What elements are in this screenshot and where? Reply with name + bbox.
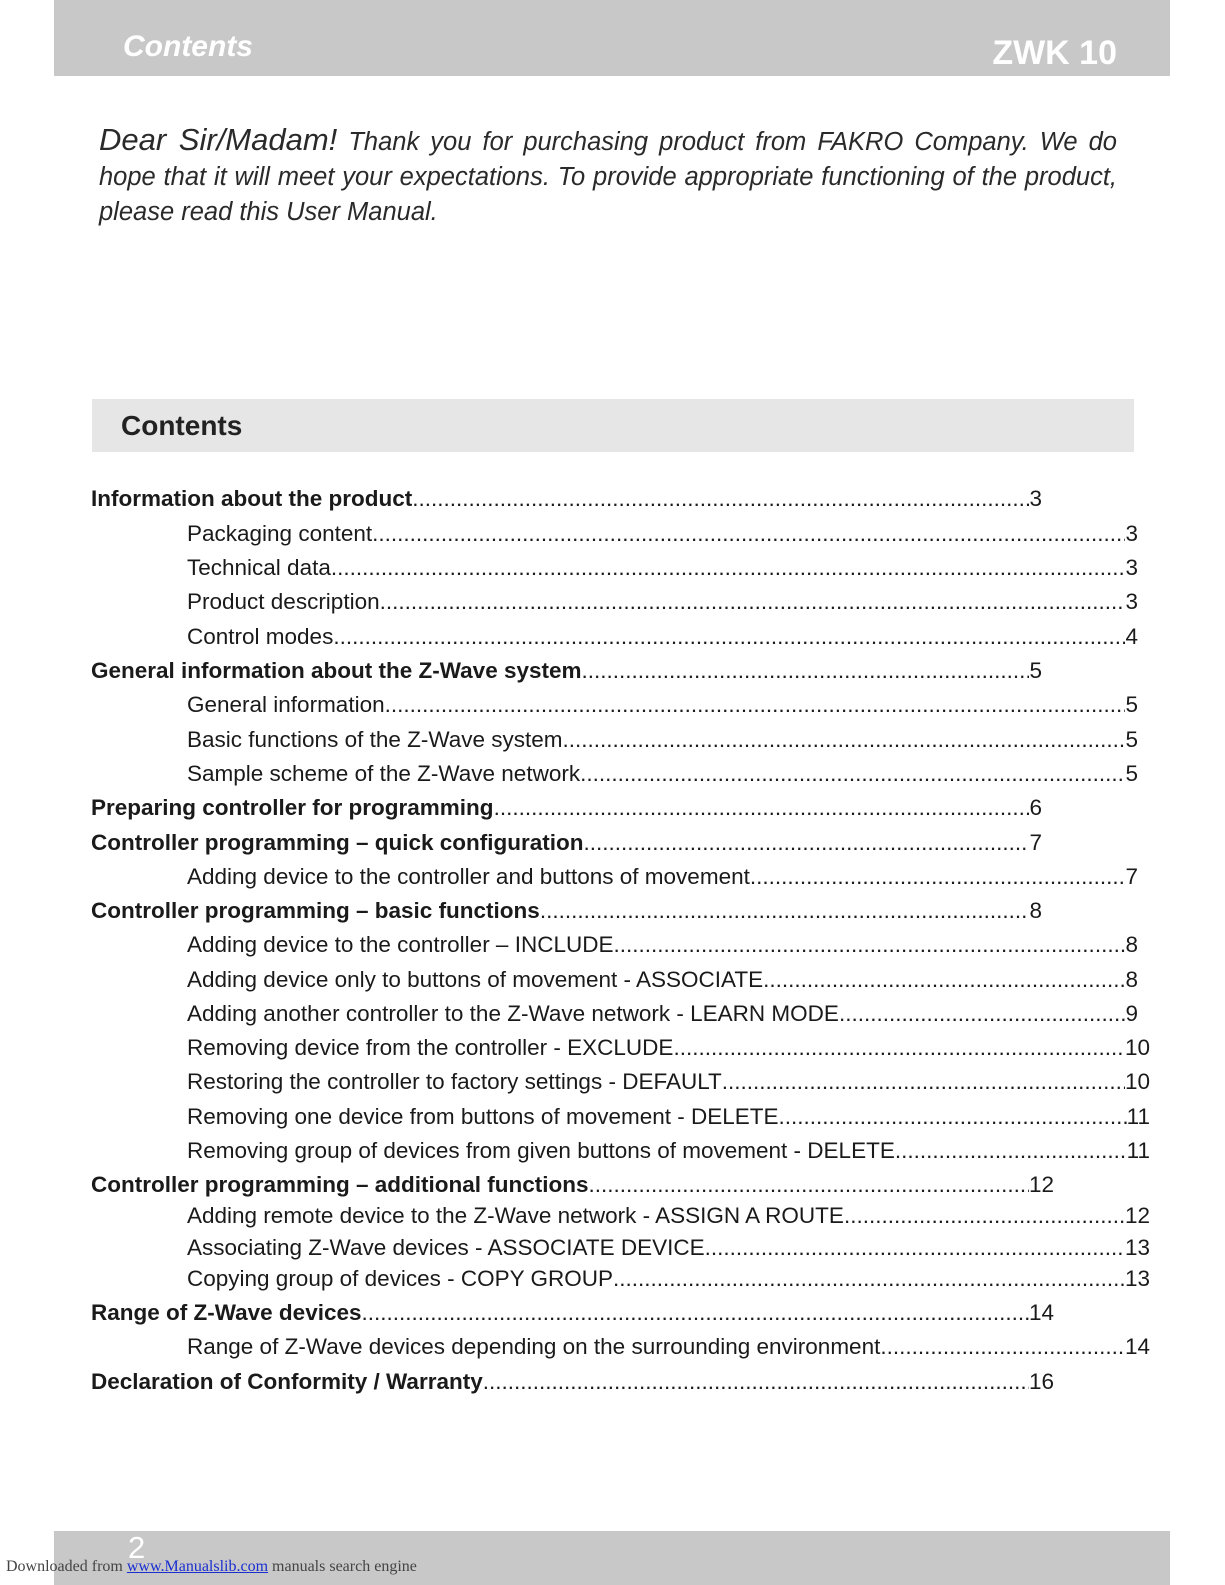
toc-entry-page: 16 <box>1028 1369 1054 1394</box>
toc-entry[interactable] <box>91 1300 1054 1330</box>
toc-entry[interactable] <box>91 1138 1150 1168</box>
toc-leader-dots <box>362 1300 1029 1326</box>
toc-entry[interactable] <box>91 1203 1150 1233</box>
toc-entry[interactable] <box>91 658 1042 688</box>
toc-entry-title: Adding remote device to the Z-Wave network - ASSIGN A ROUTE <box>187 1203 844 1228</box>
toc-leader-dots <box>750 864 1126 890</box>
toc-entry-page: 13 <box>1124 1235 1150 1260</box>
toc-entry-title: Restoring the controller to factory settings - DEFAULT <box>187 1069 722 1094</box>
intro-text: Thank you for purchasing product from FAKRO Company. We do hope that it will meet your expectations. To provide appropriate functioning of the product, please read this User Manual. <box>99 128 1117 226</box>
toc-entry-title: Preparing controller for programming <box>91 795 494 820</box>
toc-entry-page: 12 <box>1028 1172 1054 1197</box>
toc-entry-title: Adding device to the controller – INCLUDE <box>187 932 614 957</box>
toc-leader-dots <box>763 967 1125 993</box>
toc-entry[interactable] <box>91 898 1042 928</box>
toc-entry-page: 6 <box>1029 795 1042 820</box>
toc-entry[interactable] <box>91 555 1138 585</box>
toc-entry-title: Basic functions of the Z-Wave system <box>187 727 563 752</box>
toc-entry-title: General information <box>187 692 385 717</box>
toc-entry-page: 12 <box>1124 1203 1150 1228</box>
toc-leader-dots <box>839 1001 1126 1027</box>
toc-entry-title: Range of Z-Wave devices <box>91 1300 362 1325</box>
toc-leader-dots <box>673 1035 1125 1061</box>
toc-entry-page: 14 <box>1028 1300 1054 1325</box>
toc-leader-dots <box>333 624 1125 650</box>
download-suffix: manuals search engine <box>268 1558 417 1575</box>
toc-entry-page: 3 <box>1029 486 1042 511</box>
toc-entry-page: 11 <box>1126 1138 1150 1163</box>
toc-entry-page: 8 <box>1125 932 1138 957</box>
toc-entry-title: Associating Z-Wave devices - ASSOCIATE DEVICE <box>187 1235 705 1260</box>
toc-entry[interactable] <box>91 864 1138 894</box>
toc-leader-dots <box>722 1069 1125 1095</box>
toc-heading: Contents <box>121 410 243 441</box>
toc-entry-page: 3 <box>1125 589 1138 614</box>
toc-entry-title: Packaging content <box>187 521 373 546</box>
intro-greeting: Dear Sir/Madam! <box>99 122 338 157</box>
toc-entry[interactable] <box>91 1266 1150 1296</box>
toc-heading-bar <box>92 399 1134 452</box>
toc-entry-title: Controller programming – quick configuration <box>91 830 584 855</box>
toc-leader-dots <box>584 830 1030 856</box>
toc-leader-dots <box>779 1104 1127 1130</box>
toc-entry[interactable] <box>91 1235 1150 1265</box>
toc-entry[interactable] <box>91 1001 1138 1031</box>
toc-leader-dots <box>385 692 1126 718</box>
toc-leader-dots <box>613 932 1125 958</box>
toc-entry-page: 5 <box>1029 658 1042 683</box>
toc-entry-title: Removing group of devices from given buttons of movement - DELETE <box>187 1138 895 1163</box>
toc-entry-title: Declaration of Conformity / Warranty <box>91 1369 483 1394</box>
toc-entry-page: 7 <box>1029 830 1042 855</box>
toc-leader-dots <box>580 761 1125 787</box>
intro-paragraph <box>99 122 1117 230</box>
toc-entry-page: 4 <box>1125 624 1138 649</box>
toc-entry[interactable] <box>91 932 1138 962</box>
toc-entry-title: Controller programming – additional functions <box>91 1172 589 1197</box>
toc-leader-dots <box>540 898 1030 924</box>
toc-entry-page: 13 <box>1124 1266 1150 1291</box>
download-prefix: Downloaded from <box>6 1558 127 1575</box>
toc-entry-page: 8 <box>1125 967 1138 992</box>
toc-entry[interactable] <box>91 967 1138 997</box>
toc-leader-dots <box>563 727 1126 753</box>
toc-leader-dots <box>372 521 1125 547</box>
toc-entry-page: 10 <box>1124 1035 1150 1060</box>
toc-entry-title: Removing device from the controller - EXCLUDE <box>187 1035 674 1060</box>
toc-entry-page: 7 <box>1125 864 1138 889</box>
toc-entry-page: 3 <box>1125 521 1138 546</box>
toc-entry[interactable] <box>91 795 1042 825</box>
toc-entry-page: 3 <box>1125 555 1138 580</box>
toc-leader-dots <box>483 1369 1029 1395</box>
toc-entry-title: Technical data <box>187 555 331 580</box>
toc-entry-page: 11 <box>1126 1104 1150 1129</box>
header-model: ZWK 10 <box>992 34 1117 72</box>
toc-entry-page: 5 <box>1125 727 1138 752</box>
toc-entry-title: Adding device only to buttons of movement - ASSOCIATE <box>187 967 764 992</box>
page-number: 2 <box>128 1530 146 1565</box>
toc-entry-title: Control modes <box>187 624 334 649</box>
toc-entry-title: Information about the product <box>91 486 413 511</box>
toc-entry-page: 5 <box>1125 692 1138 717</box>
toc-entry[interactable] <box>91 1369 1054 1399</box>
toc-entry-page: 8 <box>1029 898 1042 923</box>
toc-entry-title: Adding another controller to the Z-Wave network - LEARN MODE <box>187 1001 839 1026</box>
toc-entry[interactable] <box>91 1069 1150 1099</box>
toc-entry[interactable] <box>91 624 1138 654</box>
toc-leader-dots <box>705 1235 1125 1261</box>
download-note <box>6 1558 417 1576</box>
toc-leader-dots <box>331 555 1126 581</box>
toc-entry-page: 9 <box>1125 1001 1138 1026</box>
toc-entry-page: 14 <box>1124 1334 1150 1359</box>
toc-entry[interactable] <box>91 1035 1150 1065</box>
toc-entry[interactable] <box>91 1172 1054 1202</box>
toc-entry-page: 10 <box>1124 1069 1150 1094</box>
header-title: Contents <box>123 30 253 63</box>
toc-entry[interactable] <box>91 692 1138 722</box>
toc-entry-title: Range of Z-Wave devices depending on the surrounding environment <box>187 1334 881 1359</box>
toc-entry[interactable] <box>91 589 1138 619</box>
toc-entry[interactable] <box>91 727 1138 757</box>
toc-entry-page: 5 <box>1125 761 1138 786</box>
toc-entry-title: Copying group of devices - COPY GROUP <box>187 1266 614 1291</box>
toc-entry[interactable] <box>91 761 1138 791</box>
download-link[interactable]: www.Manualslib.com <box>126 1558 269 1575</box>
toc-leader-dots <box>412 486 1029 512</box>
toc-entry[interactable] <box>91 486 1042 516</box>
toc-entry-title: Adding device to the controller and buttons of movement <box>187 864 750 889</box>
toc-leader-dots <box>582 658 1030 684</box>
toc-entry[interactable] <box>91 1334 1150 1364</box>
toc-entry-title: Sample scheme of the Z-Wave network <box>187 761 581 786</box>
toc-leader-dots <box>380 589 1126 615</box>
toc-leader-dots <box>589 1172 1029 1198</box>
toc-entry[interactable] <box>91 521 1138 551</box>
toc-leader-dots <box>844 1203 1125 1229</box>
toc-leader-dots <box>613 1266 1125 1292</box>
toc-entry[interactable] <box>91 830 1042 860</box>
toc-entry-title: Controller programming – basic functions <box>91 898 540 923</box>
toc-entry-title: General information about the Z-Wave system <box>91 658 582 683</box>
toc-leader-dots <box>494 795 1030 821</box>
toc-leader-dots <box>880 1334 1125 1360</box>
toc-entry-title: Removing one device from buttons of movement - DELETE <box>187 1104 779 1129</box>
toc-entry-title: Product description <box>187 589 380 614</box>
toc-leader-dots <box>895 1138 1127 1164</box>
toc-entry[interactable] <box>91 1104 1150 1134</box>
